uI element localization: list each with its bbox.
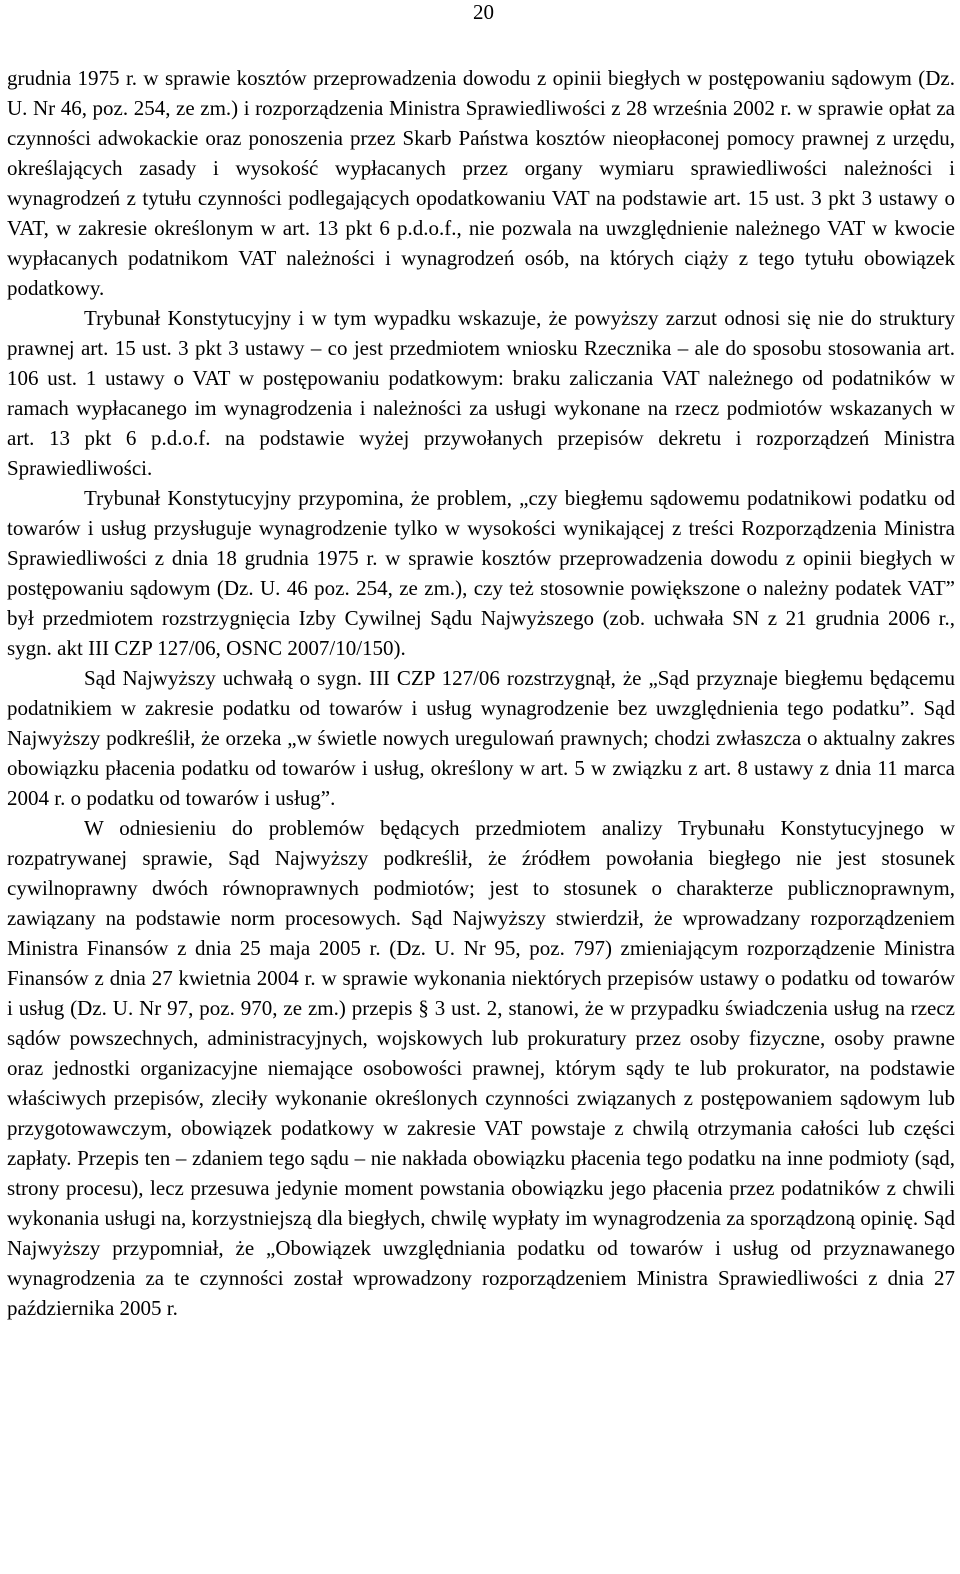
paragraph-5: W odniesieniu do problemów będących przedmiotem analizy Trybunału Konstytucyjnego w rozpatrywanej sprawie, Sąd Najwyższy podkreślił, że źródłem powołania biegłego nie jest stosunek cywilnoprawny dwóch równoprawnych podmiotów; jest to stosunek o charakterze publicznoprawnym, zawiązany na podstawie norm procesowych. Sąd Najwyższy stwierdził, że wprowadzany rozporządzeniem Ministra Finansów z dnia 25 maja 2005 r. (Dz. U. Nr 95, poz. 797) zmieniającym rozporządzenie Ministra Finansów z dnia 27 kwietnia 2004 r. w sprawie wykonania niektórych przepisów ustawy o podatku od towarów i usług (Dz. U. Nr 97, poz. 970, ze zm.) przepis § 3 ust. 2, stanowi, że w przypadku świadczenia usług na rzecz sądów powszechnych, administracyjnych, wojskowych lub prokuratury przez osoby fizyczne, osoby prawne oraz jednostki organizacyjne niemające osobowości prawnej, którym sądy te lub prokurator, na podstawie właściwych przepisów, zleciły wykonanie określonych czynności związanych z postępowaniem sądowym lub przygotowawczym, obowiązek podatkowy w zakresie VAT powstaje z chwilą otrzymania całości lub części zapłaty. Przepis ten – zdaniem tego sądu – nie nakłada obowiązku płacenia tego podatku na inne podmioty (sąd, strony procesu), lecz przesuwa jedynie moment powstania obowiązku jego płacenia przez podatników z chwili wykonania usługi na, korzystniejszą dla biegłych, chwilę wypłaty im wynagrodzenia za sporządzoną opinię. Sąd Najwyższy przypomniał, że „Obowiązek uwzględniania podatku od towarów i usług od przyznawanego wynagrodzenia za te czynności został wprowadzony rozporządzeniem Ministra Sprawiedliwości z dnia 27 października 2005 r. [7,816,955,1320]
paragraph-1: grudnia 1975 r. w sprawie kosztów przeprowadzenia dowodu z opinii biegłych w postępowaniu sądowym (Dz. U. Nr 46, poz. 254, ze zm.) i rozporządzenia Ministra Sprawiedliwości z 28 września 2002 r. w sprawie opłat za czynności adwokackie oraz ponoszenia przez Skarb Państwa kosztów nieopłaconej pomocy prawnej z urzędu, określających zasady i wysokość wypłacanych przez organy wymiaru sprawiedliwości należności i wynagrodzeń z tytułu czynności podlegających opodatkowaniu VAT na podstawie art. 15 ust. 3 pkt 3 ustawy o VAT, w zakresie określonym w art. 13 pkt 6 p.d.o.f., nie pozwala na uwzględnienie należnego VAT w kwocie wypłacanych podatnikom VAT należności i wynagrodzeń osób, na których ciąży z tego tytułu obowiązek podatkowy. [7,66,955,300]
paragraph-4: Sąd Najwyższy uchwałą o sygn. III CZP 127/06 rozstrzygnął, że „Sąd przyznaje biegłemu będącemu podatnikiem w zakresie podatku od towarów i usług wynagrodzenie bez uwzględnienia tego podatku”. Sąd Najwyższy podkreślił, że orzeka „w świetle nowych uregulowań prawnych; chodzi zwłaszcza o aktualny zakres obowiązku płacenia podatku od towarów i usług, określony w art. 5 w związku z art. 8 ustawy z dnia 11 marca 2004 r. o podatku od towarów i usług”. [7,666,955,810]
paragraph-2: Trybunał Konstytucyjny i w tym wypadku wskazuje, że powyższy zarzut odnosi się nie do struktury prawnej art. 15 ust. 3 pkt 3 ustawy – co jest przedmiotem wniosku Rzecznika – ale do sposobu stosowania art. 106 ust. 1 ustawy o VAT w postępowaniu podatkowym: braku zaliczania VAT należnego od podatników w ramach wypłacanego im wynagrodzenia i należności za usługi wykonane na rzecz podmiotów wskazanych w art. 13 pkt 6 p.d.o.f. na podstawie wyżej przywołanych przepisów dekretu i rozporządzeń Ministra Sprawiedliwości. [7,306,955,480]
paragraph-3: Trybunał Konstytucyjny przypomina, że problem, „czy biegłemu sądowemu podatnikowi podatku od towarów i usług przysługuje wynagrodzenie tylko w wysokości wynikającej z treści Rozporządzenia Ministra Sprawiedliwości z dnia 18 grudnia 1975 r. w sprawie kosztów przeprowadzenia dowodu z opinii biegłych w postępowaniu sądowym (Dz. U. 46 poz. 254, ze zm.), czy też stosownie powiększone o należny podatek VAT” był przedmiotem rozstrzygnięcia Izby Cywilnej Sądu Najwyższego (zob. uchwała SN z 21 grudnia 2006 r., sygn. akt III CZP 127/06, OSNC 2007/10/150). [7,486,955,660]
page-number: 20 [473,0,494,24]
document-body [7,63,955,1323]
